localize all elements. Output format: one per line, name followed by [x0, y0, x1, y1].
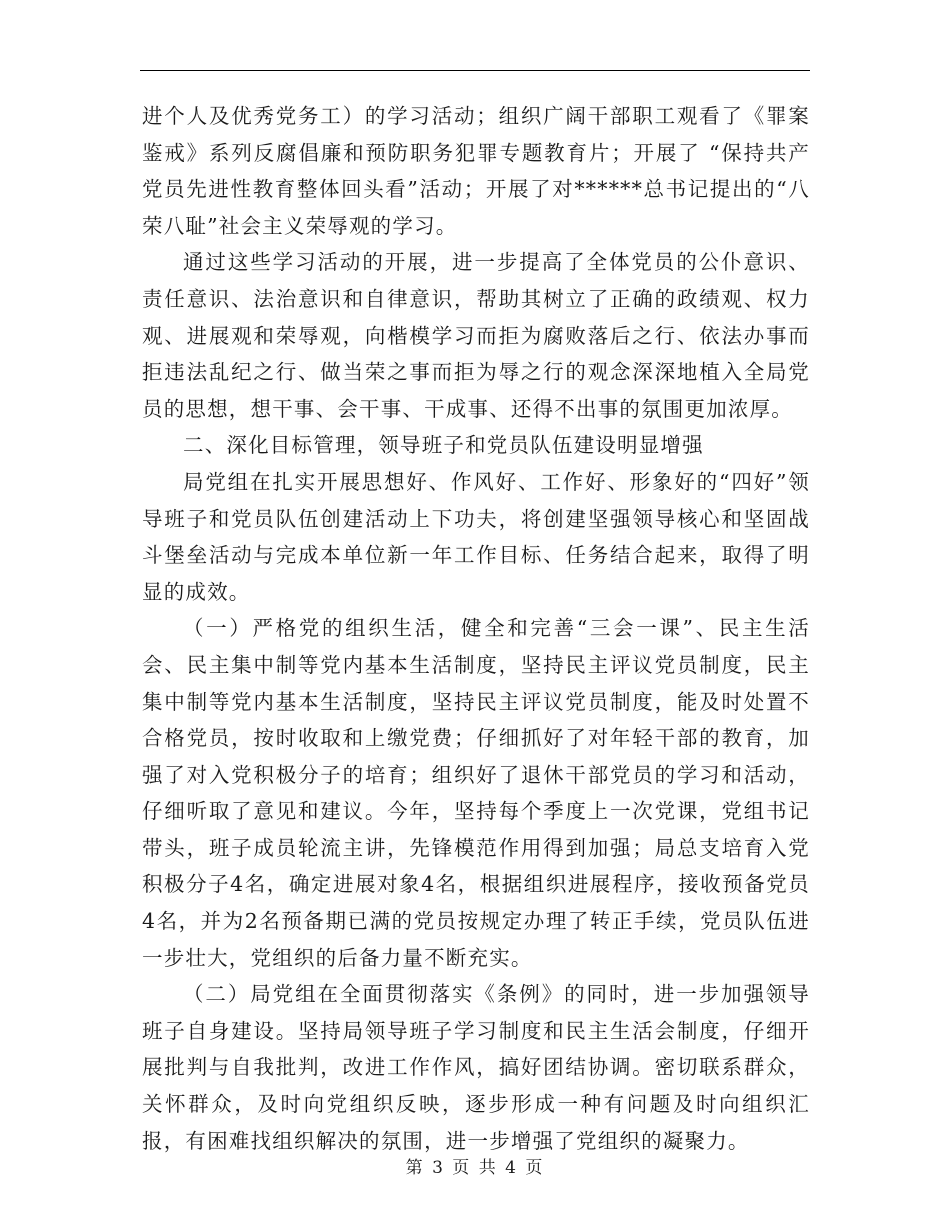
paragraph-study-results: 通过这些学习活动的开展，进一步提高了全体党员的公仆意识、责任意识、法治意识和自律意识，帮助其树立了正确的政绩观、权力观、进展观和荣辱观，向楷模学习而拒为腐败落后之行、依法办事而拒违法乱纪之行、做当荣之事而拒为辱之行的观念深深地植入全局党员的思想，想干事、会干事、干成事、还得不出事的氛围更加浓厚。: [142, 250, 810, 421]
page-number-footer: 第 3 页 共 4 页: [405, 1158, 545, 1178]
document-body: [142, 98, 810, 1159]
paragraph-continuation: 进个人及优秀党务工）的学习活动；组织广阔干部职工观看了《罪案鉴戒》系列反腐倡廉和预防职务犯罪专题教育片；开展了 “保持共产党员先进性教育整体回头看”活动；开展了对******总书记提出的“八荣八耻”社会主义荣辱观的学习。: [142, 104, 810, 238]
paragraph-item-one: （一）严格党的组织生活，健全和完善“三会一课”、民主生活会、民主集中制等党内基本生活制度，坚持民主评议党员制度，民主集中制等党内基本生活制度，坚持民主评议党员制度，能及时处置不合格党员，按时收取和上缴党费；仔细抓好了对年轻干部的教育，加强了对入党积极分子的培育；组织好了退休干部党员的学习和活动，仔细听取了意见和建议。今年，坚持每个季度上一次党课，党组书记带头，班子成员轮流主讲，先锋模范作用得到加强；局总支培育入党积极分子4名，确定进展对象4名，根据组织进展程序，接收预备党员4名，并为2名预备期已满的党员按规定办理了转正手续，党员队伍进一步壮大，党组织的后备力量不断充实。: [142, 616, 810, 970]
header-rule: [140, 70, 810, 71]
section-heading-two: 二、深化目标管理，领导班子和党员队伍建设明显增强: [183, 433, 704, 458]
paragraph-item-two: （二）局党组在全面贯彻落实《条例》的同时，进一步加强领导班子自身建设。坚持局领导班子学习制度和民主生活会制度，仔细开展批判与自我批判，改进工作作风，搞好团结协调。密切联系群众，关怀群众，及时向党组织反映，逐步形成一种有问题及时向组织汇报，有困难找组织解决的氛围，进一步增强了党组织的凝聚力。: [142, 982, 810, 1153]
paragraph-four-good: 局党组在扎实开展思想好、作风好、工作好、形象好的“四好”领导班子和党员队伍创建活动上下功夫，将创建坚强领导核心和坚固战斗堡垒活动与完成本单位新一年工作目标、任务结合起来，取得了明显的成效。: [142, 469, 810, 604]
